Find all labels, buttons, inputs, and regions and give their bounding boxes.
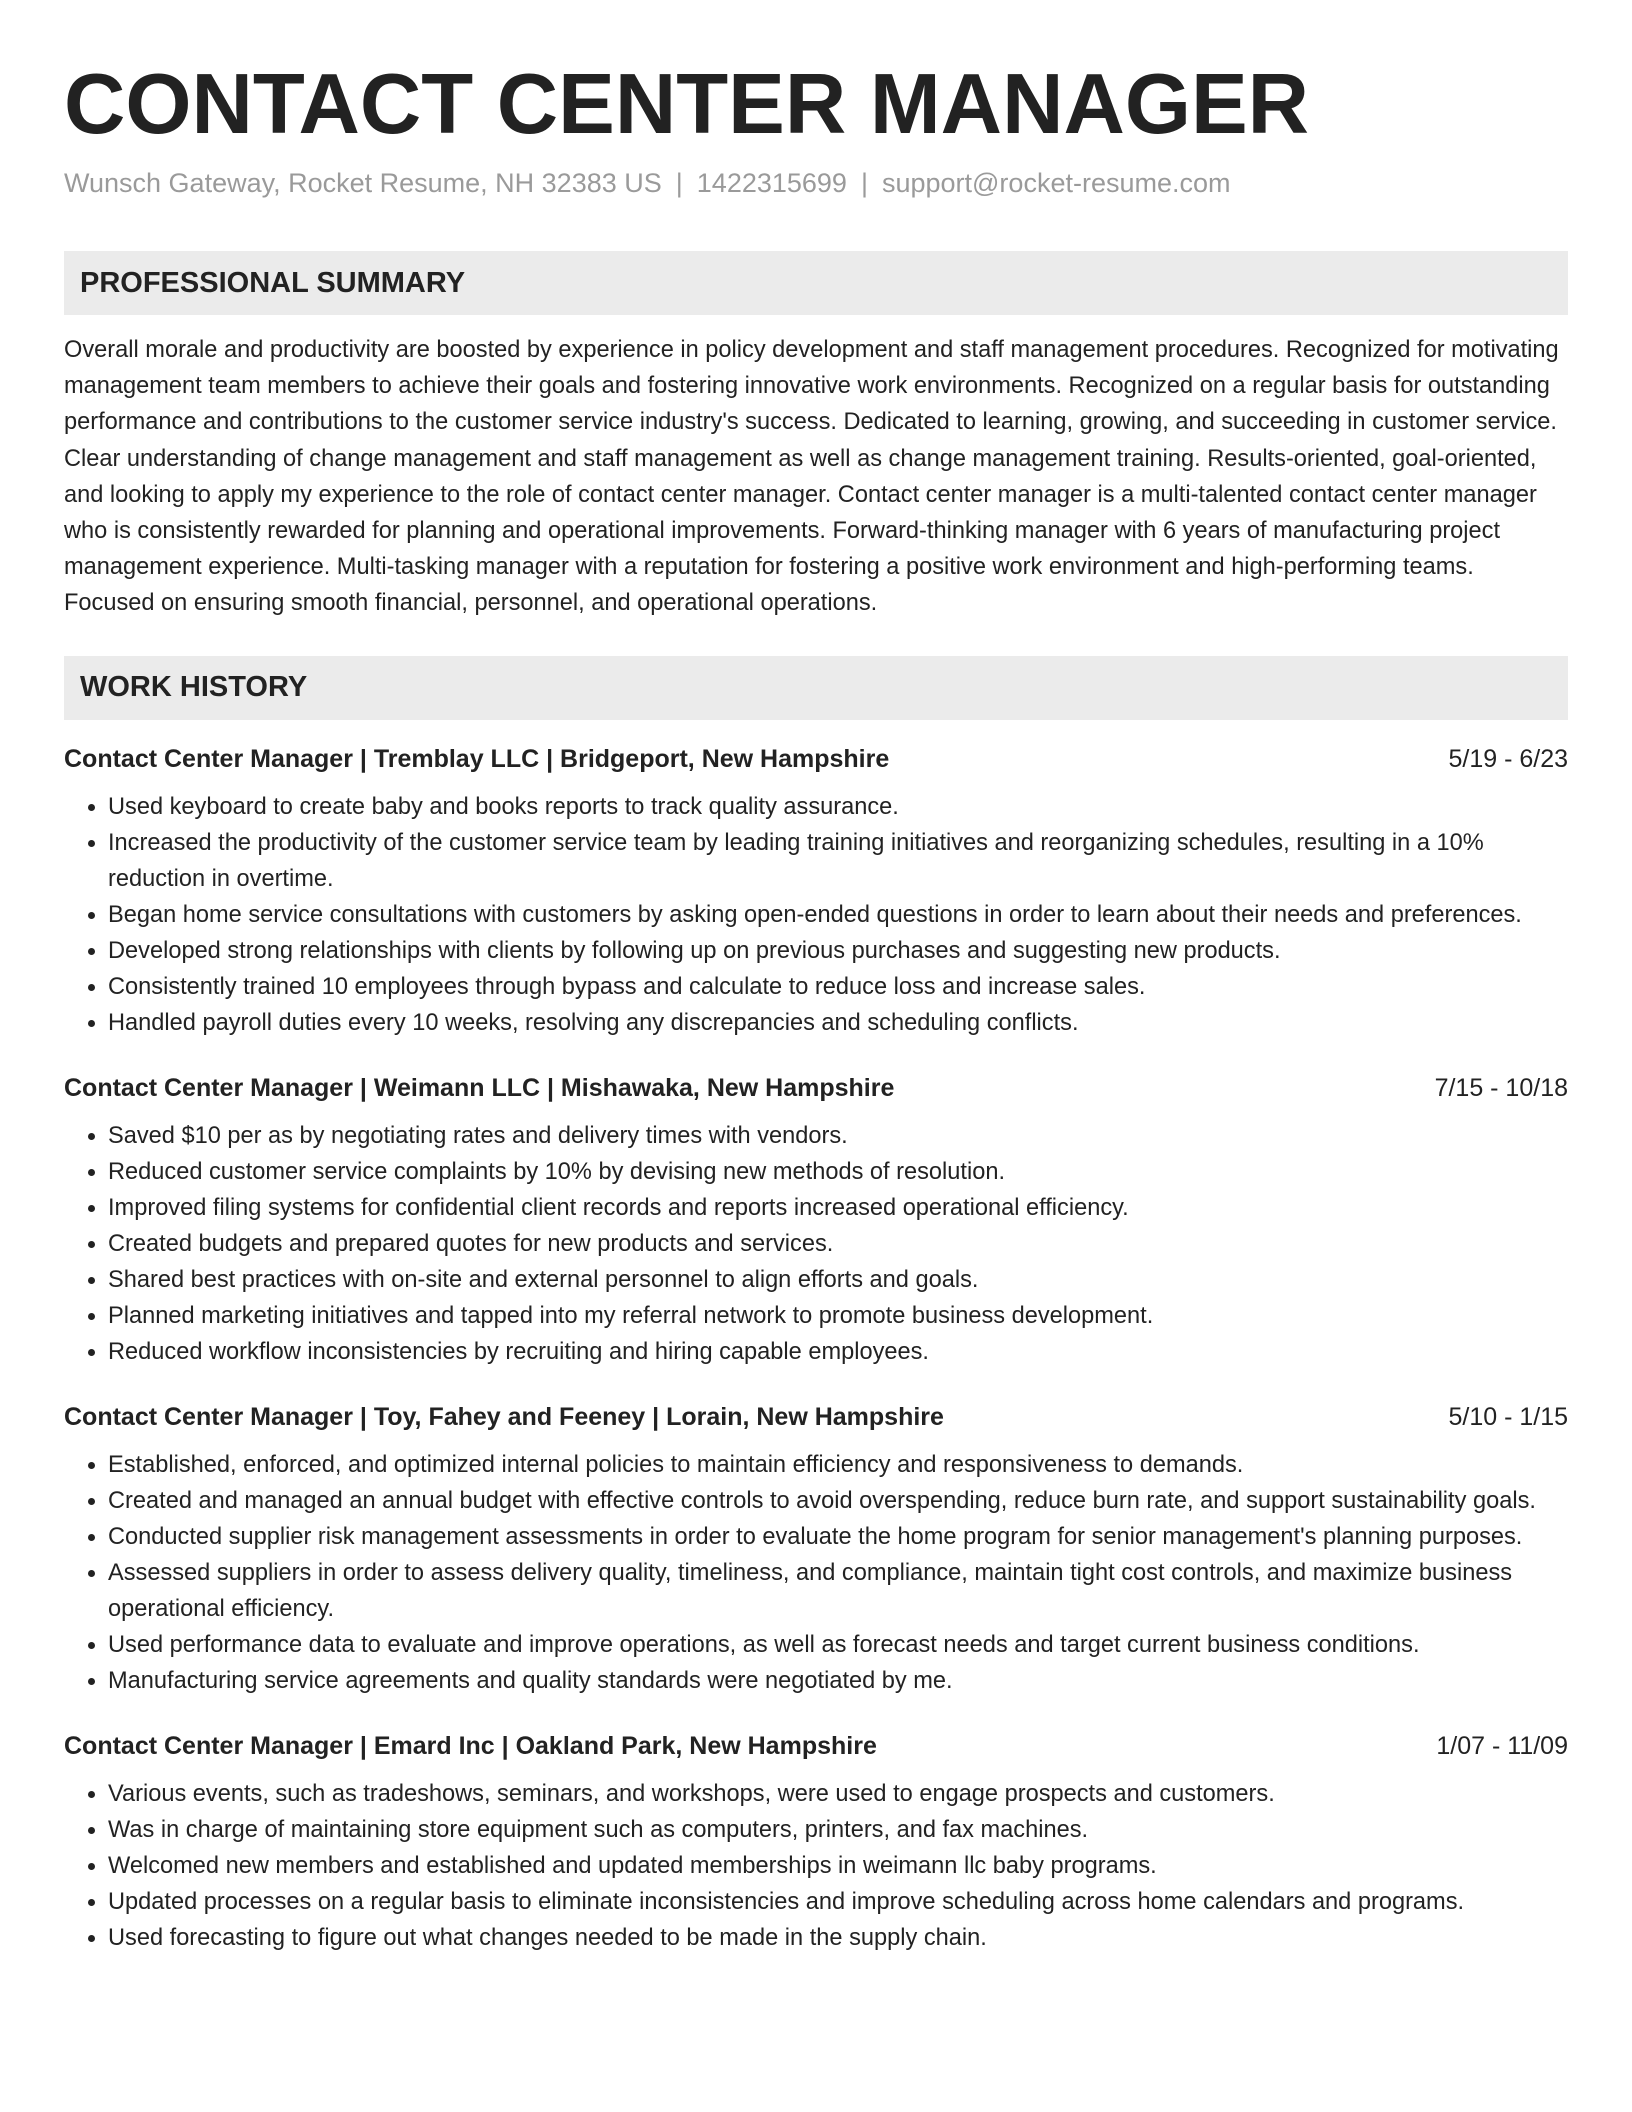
job-dates: 5/19 - 6/23 [1448,744,1568,773]
job-bullet: • Improved filing systems for confidential client records and reports increased operational efficiency. [108,1190,1568,1226]
job-bullet-list [64,1447,1568,1699]
job-entry [64,1400,1568,1699]
job-bullet: • Created and managed an annual budget with effective controls to avoid overspending, reduce burn rate, and support sustainability goals. [108,1483,1568,1519]
job-title: Contact Center Manager | Tremblay LLC | Bridgeport, New Hampshire [64,744,890,773]
job-dates: 5/10 - 1/15 [1448,1402,1568,1431]
job-header [64,742,1568,776]
job-bullet: • Used forecasting to figure out what changes needed to be made in the supply chain. [108,1920,1568,1956]
job-bullet: • Handled payroll duties every 10 weeks, resolving any discrepancies and scheduling conflicts. [108,1005,1568,1041]
section-heading-summary: PROFESSIONAL SUMMARY [64,251,1568,315]
job-bullet-list [64,1776,1568,1956]
job-bullet-list [64,1118,1568,1370]
section-heading-work-history: WORK HISTORY [64,656,1568,720]
contact-phone: 1422315699 [696,168,847,198]
job-bullet: • Reduced workflow inconsistencies by recruiting and hiring capable employees. [108,1334,1568,1370]
job-entry [64,742,1568,1041]
job-bullet: • Was in charge of maintaining store equipment such as computers, printers, and fax machines. [108,1812,1568,1848]
job-dates: 1/07 - 11/09 [1436,1731,1568,1760]
job-bullet: • Used performance data to evaluate and improve operations, as well as forecast needs and target current business conditions. [108,1627,1568,1663]
resume-name: CONTACT CENTER MANAGER [64,57,1310,152]
job-bullet: • Shared best practices with on-site and external personnel to align efforts and goals. [108,1262,1568,1298]
job-title: Contact Center Manager | Emard Inc | Oakland Park, New Hampshire [64,1731,877,1760]
job-bullet: • Various events, such as tradeshows, seminars, and workshops, were used to engage prospects and customers. [108,1776,1568,1812]
job-bullet: • Saved $10 per as by negotiating rates and delivery times with vendors. [108,1118,1568,1154]
job-bullet: • Reduced customer service complaints by 10% by devising new methods of resolution. [108,1154,1568,1190]
contact-separator: | [860,168,868,198]
job-bullet: • Conducted supplier risk management assessments in order to evaluate the home program for senior management's planning purposes. [108,1519,1568,1555]
summary-text: Overall morale and productivity are boosted by experience in policy development and staff management procedures. Recognized for motivating management team members to achieve their goals and fostering innovative work environments. Recognized on a regular basis for outstanding performance and contributions to the customer service industry's success. Dedicated to learning, growing, and succeeding in customer service. Clear understanding of change management and staff management as well as change management training. Results-oriented, goal-oriented, and looking to apply my experience to the role of contact center manager. Contact center manager is a multi-talented contact center manager who is consistently rewarded for planning and operational improvements. Forward-thinking manager with 6 years of manufacturing project management experience. Multi-tasking manager with a reputation for fostering a positive work environment and high-performing teams. Focused on ensuring smooth financial, personnel, and operational operations. [64,337,1559,617]
job-bullet: • Updated processes on a regular basis to eliminate inconsistencies and improve scheduling across home calendars and programs. [108,1884,1568,1920]
job-bullet: • Consistently trained 10 employees through bypass and calculate to reduce loss and increase sales. [108,969,1568,1005]
job-header [64,1729,1568,1763]
job-entry [64,1729,1568,1956]
job-bullet: • Welcomed new members and established and updated memberships in weimann llc baby programs. [108,1848,1568,1884]
job-header [64,1400,1568,1434]
job-bullet: • Increased the productivity of the customer service team by leading training initiatives and reorganizing schedules, resulting in a 10% reduction in overtime. [108,825,1568,897]
job-bullet: • Manufacturing service agreements and quality standards were negotiated by me. [108,1663,1568,1699]
job-bullet-list [64,789,1568,1041]
job-bullet: • Established, enforced, and optimized internal policies to maintain efficiency and responsiveness to demands. [108,1447,1568,1483]
job-bullet: • Used keyboard to create baby and books reports to track quality assurance. [108,789,1568,825]
job-dates: 7/15 - 10/18 [1434,1073,1568,1102]
contact-line [64,166,1568,200]
job-bullet: • Began home service consultations with customers by asking open-ended questions in order to learn about their needs and preferences. [108,897,1568,933]
job-title: Contact Center Manager | Toy, Fahey and Feeney | Lorain, New Hampshire [64,1402,944,1431]
contact-separator: | [675,168,683,198]
job-header [64,1071,1568,1105]
job-bullet: • Created budgets and prepared quotes for new products and services. [108,1226,1568,1262]
job-bullet: • Developed strong relationships with clients by following up on previous purchases and suggesting new products. [108,933,1568,969]
job-bullet: • Planned marketing initiatives and tapped into my referral network to promote business development. [108,1298,1568,1334]
contact-email: support@rocket-resume.com [881,168,1231,198]
job-bullet: • Assessed suppliers in order to assess delivery quality, timeliness, and compliance, maintain tight cost controls, and maximize business operational efficiency. [108,1555,1568,1627]
job-entry [64,1071,1568,1370]
job-title: Contact Center Manager | Weimann LLC | Mishawaka, New Hampshire [64,1073,895,1102]
contact-address: Wunsch Gateway, Rocket Resume, NH 32383 US [64,168,662,198]
